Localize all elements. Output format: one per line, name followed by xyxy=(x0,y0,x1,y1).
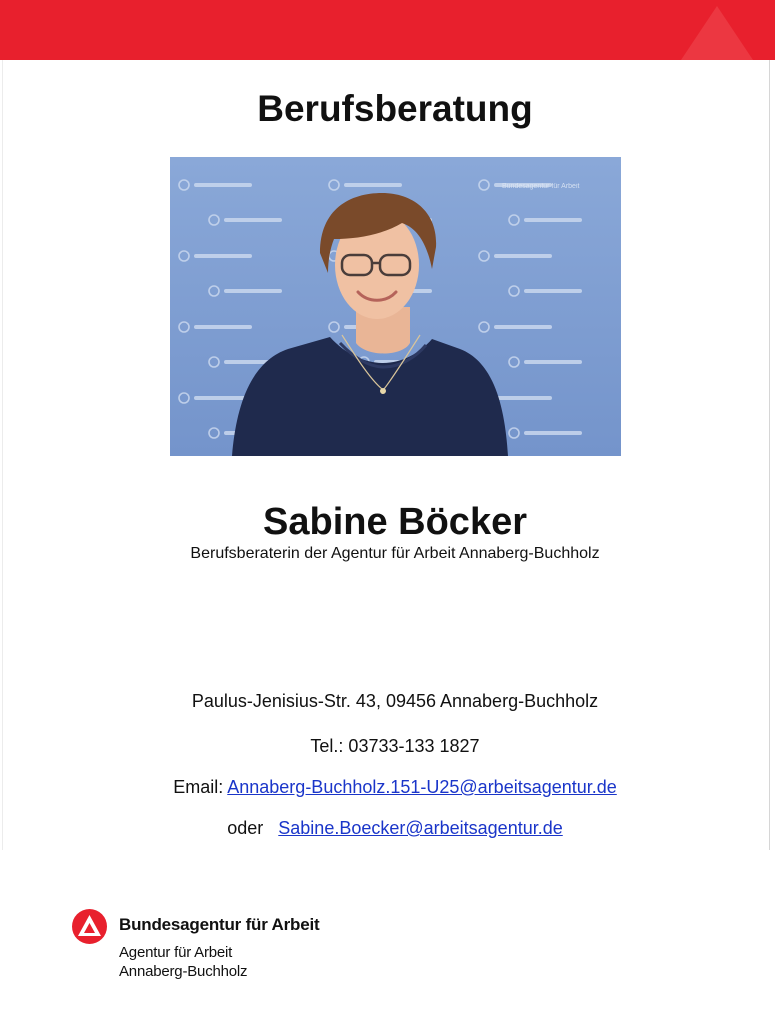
advisor-name: Sabine Böcker xyxy=(263,501,527,543)
footer-agency-line2: Annaberg-Buchholz xyxy=(119,963,248,980)
footer-org-name: Bundesagentur für Arbeit xyxy=(119,915,320,934)
contact-alt-email-row xyxy=(0,818,775,839)
backdrop-logo-text: Bundesagentur für Arbeit xyxy=(502,183,580,190)
contact-address: Paulus-Jenisius-Str. 43, 09456 Annaberg-Buchholz xyxy=(191,691,599,711)
email-primary-link[interactable]: Annaberg-Buchholz.151-U25@arbeitsagentur.de xyxy=(227,777,617,797)
contact-email-row xyxy=(0,777,775,798)
header-triangle-decoration xyxy=(677,6,757,60)
left-border-line xyxy=(2,60,3,850)
right-border-line xyxy=(769,60,770,850)
header-red-bar xyxy=(0,0,775,60)
footer-logo xyxy=(72,908,372,988)
email-secondary-link[interactable]: Sabine.Boecker@arbeitsagentur.de xyxy=(278,818,563,838)
or-label: oder xyxy=(227,818,264,838)
footer-agency-line1: Agentur für Arbeit xyxy=(119,944,233,961)
email-label: Email: xyxy=(173,777,224,797)
ba-logo-icon xyxy=(72,909,107,944)
page-title: Berufsberatung xyxy=(257,88,533,129)
contact-phone: Tel.: 03733-133 1827 xyxy=(310,736,480,756)
advisor-photo xyxy=(170,157,621,456)
advisor-role: Berufsberaterin der Agentur für Arbeit Annaberg-Buchholz xyxy=(190,545,600,562)
